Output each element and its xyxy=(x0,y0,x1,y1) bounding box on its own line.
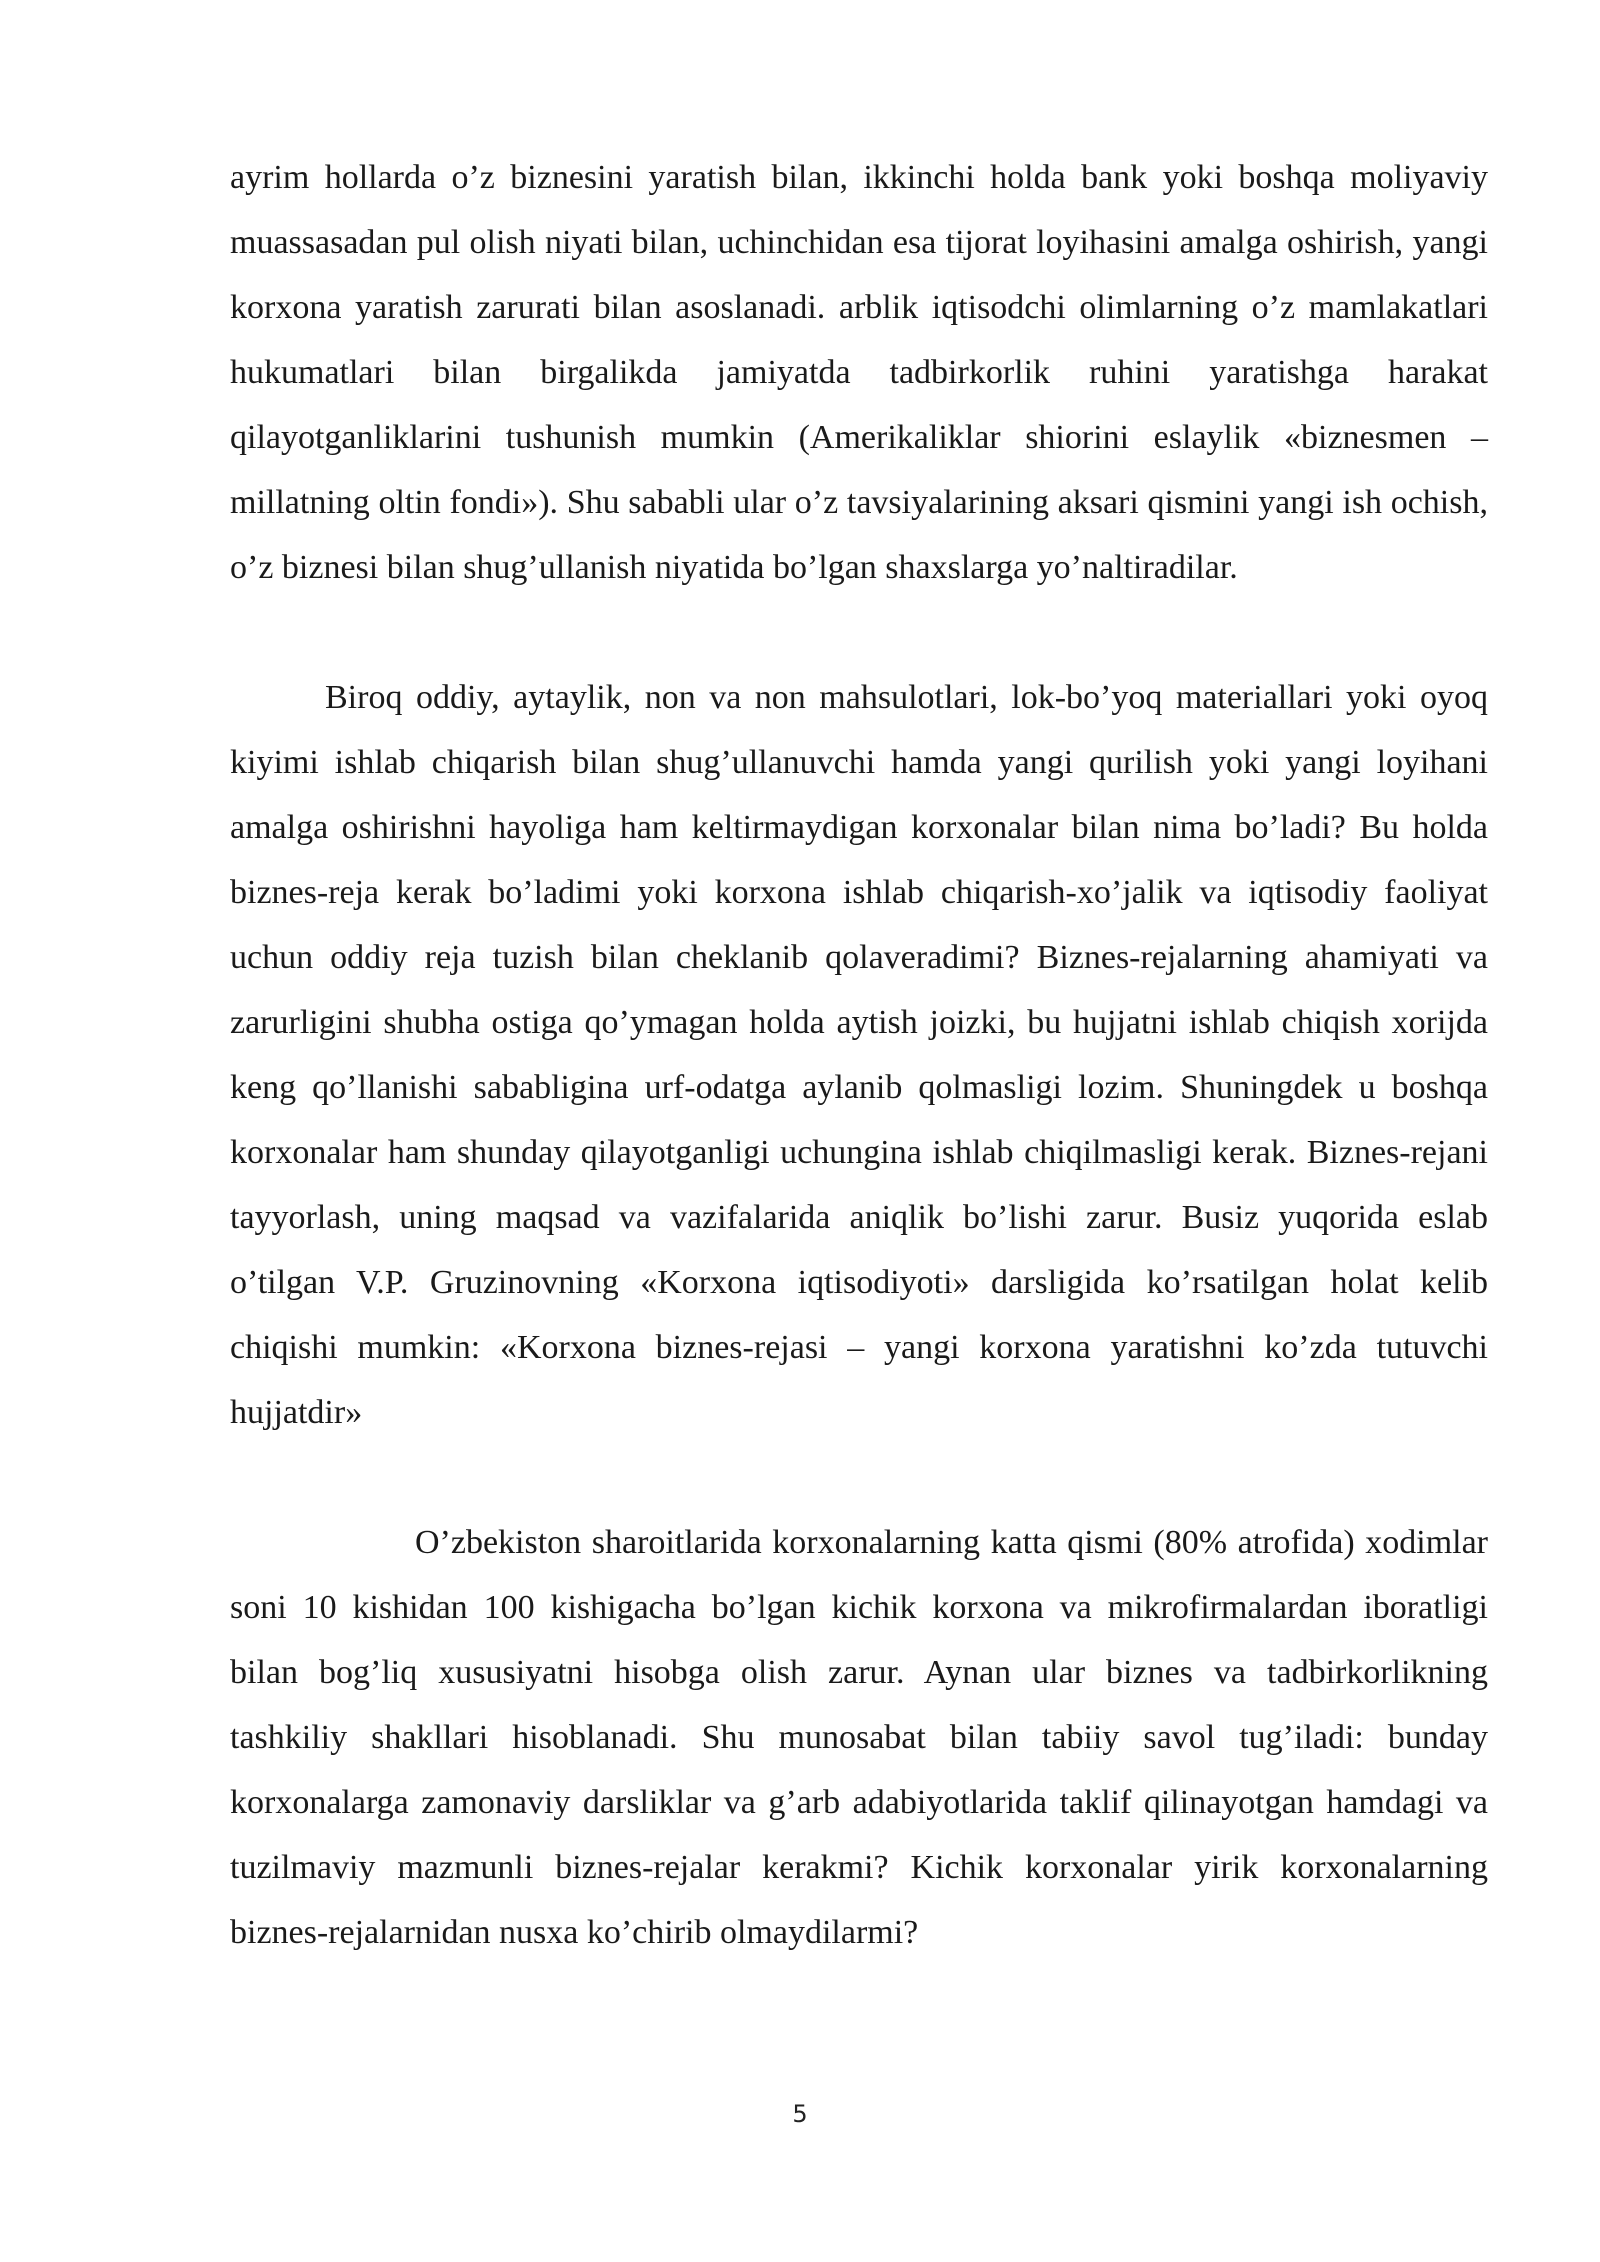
paragraph-2: Biroq oddiy, aytaylik, non va non mahsulotlari, lok-bo’yoq materiallari yoki oyoq kiyimi ishlab chiqarish bilan shug’ullanuvchi hamda yangi qurilish yoki yangi loyihani amalga oshirishni hayoliga ham keltirmaydigan korxonalar bilan nima bo’ladi? Bu holda biznes-reja kerak bo’ladimi yoki korxona ishlab chiqarish-xo’jalik va iqtisodiy faoliyat uchun oddiy reja tuzish bilan cheklanib qolaveradimi? Biznes-rejalarning ahamiyati va zarurligini shubha ostiga qo’ymagan holda aytish joizki, bu hujjatni ishlab chiqish xorijda keng qo’llanishi sababligina urf-odatga aylanib qolmasligi lozim. Shuningdek u boshqa korxonalar ham shunday qilayotganligi uchungina ishlab chiqilmasligi kerak. Biznes-rejani tayyorlash, uning maqsad va vazifalarida aniqlik bo’lishi zarur. Busiz yuqorida eslab o’tilgan V.P. Gruzinovning «Korxona iqtisodiyoti» darsligida ko’rsatilgan holat kelib chiqishi mumkin: «Korxona biznes-rejasi – yangi korxona yaratishni ko’zda tutuvchi hujjatdir» xyxy=(230,679,1488,1431)
paragraph-3: O’zbekiston sharoitlarida korxonalarning katta qismi (80% atrofida) xodimlar soni 10 kishidan 100 kishigacha bo’lgan kichik korxona va mikrofirmalardan iboratligi bilan bog’liq xususiyatni hisobga olish zarur. Aynan ular biznes va tadbirkorlikning tashkiliy shakllari hisoblanadi. Shu munosabat bilan tabiiy savol tug’iladi: bunday korxonalarga zamonaviy darsliklar va g’arb adabiyotlarida taklif qilinayotgan hamdagi va tuzilmaviy mazmunli biznes-rejalar kerakmi? Kichik korxonalar yirik korxonalarning biznes-rejalarnidan nusxa ko’chirib olmaydilarmi? xyxy=(230,1524,1488,1951)
page-number: 5 xyxy=(792,2100,808,2128)
paragraph-1: ayrim hollarda o’z biznesini yaratish bilan, ikkinchi holda bank yoki boshqa moliyaviy muassasadan pul olish niyati bilan, uchinchidan esa tijorat loyihasini amalga oshirish, yangi korxona yaratish zarurati bilan asoslanadi. arblik iqtisodchi olimlarning o’z mamlakatlari hukumatlari bilan birgalikda jamiyatda tadbirkorlik ruhini yaratishga harakat qilayotganliklarini tushunish mumkin (Amerikaliklar shiorini eslaylik «biznesmen – millatning oltin fondi»). Shu sababli ular o’z tavsiyalarining aksari qismini yangi ish ochish, o’z biznesi bilan shug’ullanish niyatida bo’lgan shaxslarga yo’naltiradilar. xyxy=(230,159,1488,586)
